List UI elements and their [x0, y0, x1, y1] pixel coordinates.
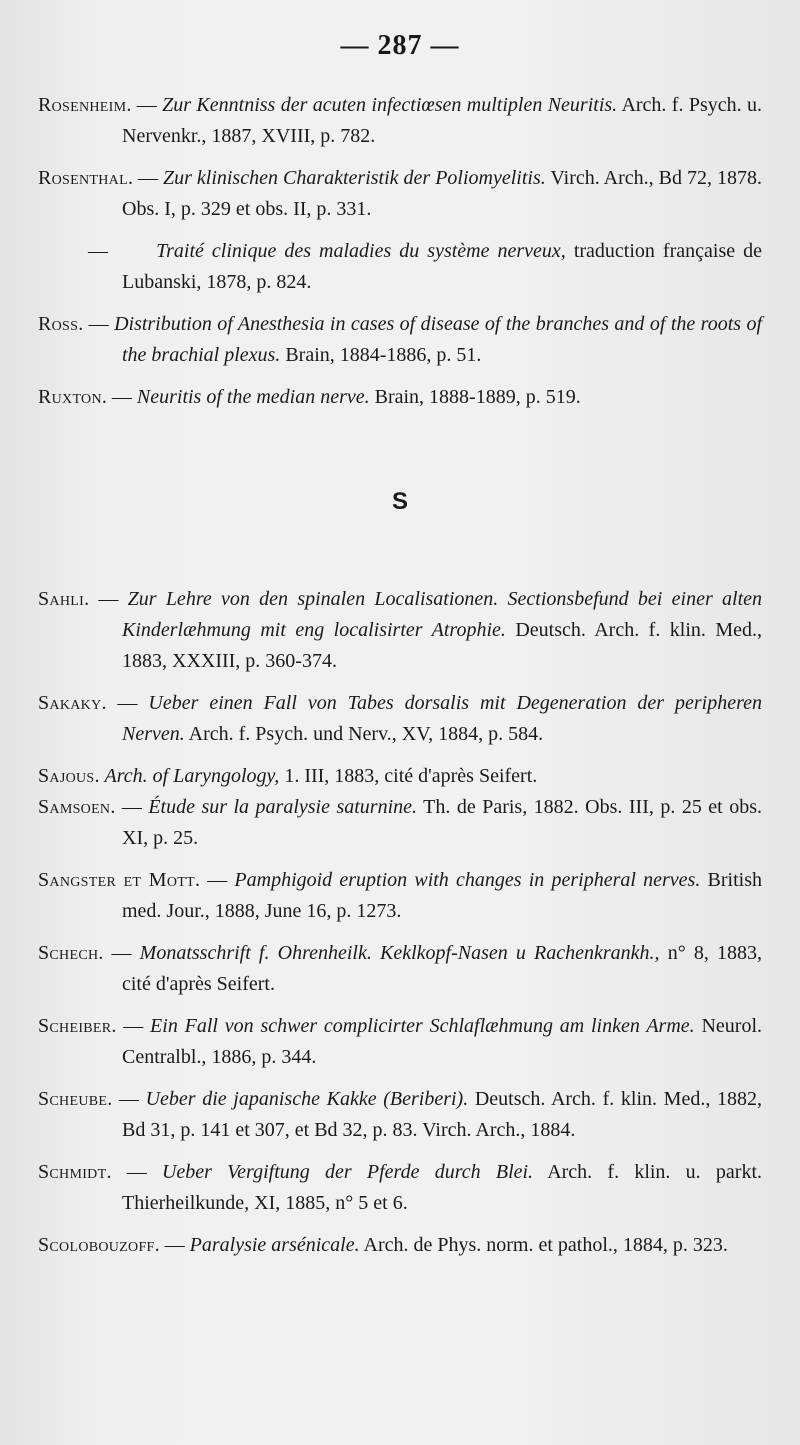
entry-title: Pamphigoid eruption with changes in peripheral nerves.	[234, 869, 701, 891]
bibliography-list	[38, 90, 762, 1272]
entry-author: Sahli	[38, 588, 85, 610]
bibliography-entry	[38, 236, 762, 298]
bibliography-entry	[38, 761, 762, 792]
entry-author: Scolobouzoff	[38, 1234, 155, 1256]
section-heading: S	[391, 488, 408, 515]
bibliography-entry	[38, 584, 762, 677]
entry-separator: . —	[84, 588, 128, 610]
bibliography-entry	[38, 163, 762, 225]
entry-author: Scheiber	[38, 1015, 112, 1037]
entry-title: Zur Kenntniss der acuten infectiœsen multiplen Neuritis.	[162, 94, 618, 116]
entry-title: Étude sur la paralysie saturnine.	[148, 796, 418, 818]
entry-author: Schmidt	[38, 1161, 107, 1183]
entry-reference: Arch. f. Psych. und Nerv., XV, 1884, p. 584.	[184, 723, 544, 745]
entry-author: Ross	[38, 313, 79, 335]
entry-title: Ueber Vergiftung der Pferde durch Blei.	[161, 1161, 534, 1183]
entry-author: Sangster et Mott	[38, 869, 195, 891]
entry-author: Sakaky	[38, 692, 102, 714]
entry-separator: . —	[101, 386, 137, 408]
entry-author: Ruxton	[38, 386, 102, 408]
entry-title: Arch. of Laryngology,	[104, 765, 280, 787]
entry-separator: —	[88, 240, 157, 262]
entry-title: Distribution of Anesthesia in cases of disease of the branches and of the roots of the brachial plexus.	[114, 313, 763, 366]
entry-author: Samsoen	[38, 796, 111, 818]
entry-separator: . —	[110, 796, 149, 818]
entry-separator: . —	[106, 1161, 162, 1183]
entry-reference: Brain, 1884-1886, p. 51.	[280, 344, 482, 366]
entry-separator: . —	[98, 942, 140, 964]
entry-title: Ein Fall von schwer complicirter Schlaflæhmung am linken Arme.	[150, 1015, 695, 1037]
entry-reference: n° 8, 1883, cité d'après Seifert.	[122, 942, 763, 995]
bibliography-entry	[38, 792, 762, 854]
bibliography-entry	[38, 1230, 762, 1261]
entry-reference: Arch. de Phys. norm. et pathol., 1884, p. 323.	[359, 1234, 728, 1256]
entry-author: Schech	[38, 942, 99, 964]
bibliography-entry	[38, 938, 762, 1000]
page-number: — 287 —	[340, 30, 460, 61]
entry-title: Ueber einen Fall von Tabes dorsalis mit Degeneration der peripheren Nerven.	[122, 692, 763, 745]
entry-reference: Neurol. Centralbl., 1886, p. 344.	[122, 1015, 763, 1068]
entry-reference: Deutsch. Arch. f. klin. Med., 1882, Bd 31, p. 141 et 307, et Bd 32, p. 83. Virch. Arch., 1884.	[122, 1088, 762, 1141]
bibliography-entry	[38, 1084, 762, 1146]
entry-reference: traduction française de Lubanski, 1878, p. 824.	[122, 240, 762, 293]
entry-reference: Brain, 1888-1889, p. 519.	[369, 386, 581, 408]
entry-separator: .	[94, 765, 105, 787]
bibliography-entry	[38, 1011, 762, 1073]
entry-title: Monatsschrift f. Ohrenheilk. Keklkopf-Nasen u Rachenkrankh.,	[139, 942, 660, 964]
entry-separator: . —	[154, 1234, 190, 1256]
entry-author: Rosenheim	[38, 94, 127, 116]
bibliography-entry	[38, 309, 762, 371]
entry-reference: Deutsch. Arch. f. klin. Med., 1883, XXXIII, p. 360-374.	[122, 619, 762, 672]
entry-separator: . —	[126, 94, 163, 116]
bibliography-entry	[38, 382, 762, 413]
entry-author: Scheube	[38, 1088, 108, 1110]
bibliography-entry	[38, 1157, 762, 1219]
entry-title: Traité clinique des maladies du système nerveux,	[156, 240, 566, 262]
entry-separator: . —	[127, 167, 163, 189]
entry-reference: Arch. f. klin. u. parkt. Thierheilkunde, XI, 1885, n° 5 et 6.	[122, 1161, 763, 1214]
entry-reference: 1. III, 1883, cité d'après Seifert.	[279, 765, 538, 787]
bibliography-entry	[38, 865, 762, 927]
entry-reference: British med. Jour., 1888, June 16, p. 1273.	[122, 869, 762, 922]
entry-separator: . —	[101, 692, 149, 714]
entry-reference: Th. de Paris, 1882. Obs. III, p. 25 et obs. XI, p. 25.	[122, 796, 763, 849]
entry-separator: . —	[107, 1088, 146, 1110]
entry-separator: . —	[195, 869, 235, 891]
entry-reference: Arch. f. Psych. u. Nervenkr., 1887, XVIII, p. 782.	[122, 94, 763, 147]
entry-separator: . —	[78, 313, 115, 335]
bibliography-entry	[38, 90, 762, 152]
entry-author: Sajous	[38, 765, 95, 787]
entry-title: Paralysie arsénicale.	[189, 1234, 360, 1256]
bibliography-entry	[38, 688, 762, 750]
entry-separator: . —	[111, 1015, 151, 1037]
entry-title: Zur Lehre von den spinalen Localisationen. Sectionsbefund bei einer alten Kinderlæhmung mit eng localisirter Atrophie.	[122, 588, 762, 641]
entry-author: Rosenthal	[38, 167, 128, 189]
entry-title: Ueber die japanische Kakke (Beriberi).	[145, 1088, 469, 1110]
entry-title: Neuritis of the median nerve.	[136, 386, 370, 408]
entry-reference: Virch. Arch., Bd 72, 1878. Obs. I, p. 329 et obs. II, p. 331.	[122, 167, 762, 220]
entry-title: Zur klinischen Charakteristik der Poliomyelitis.	[162, 167, 546, 189]
